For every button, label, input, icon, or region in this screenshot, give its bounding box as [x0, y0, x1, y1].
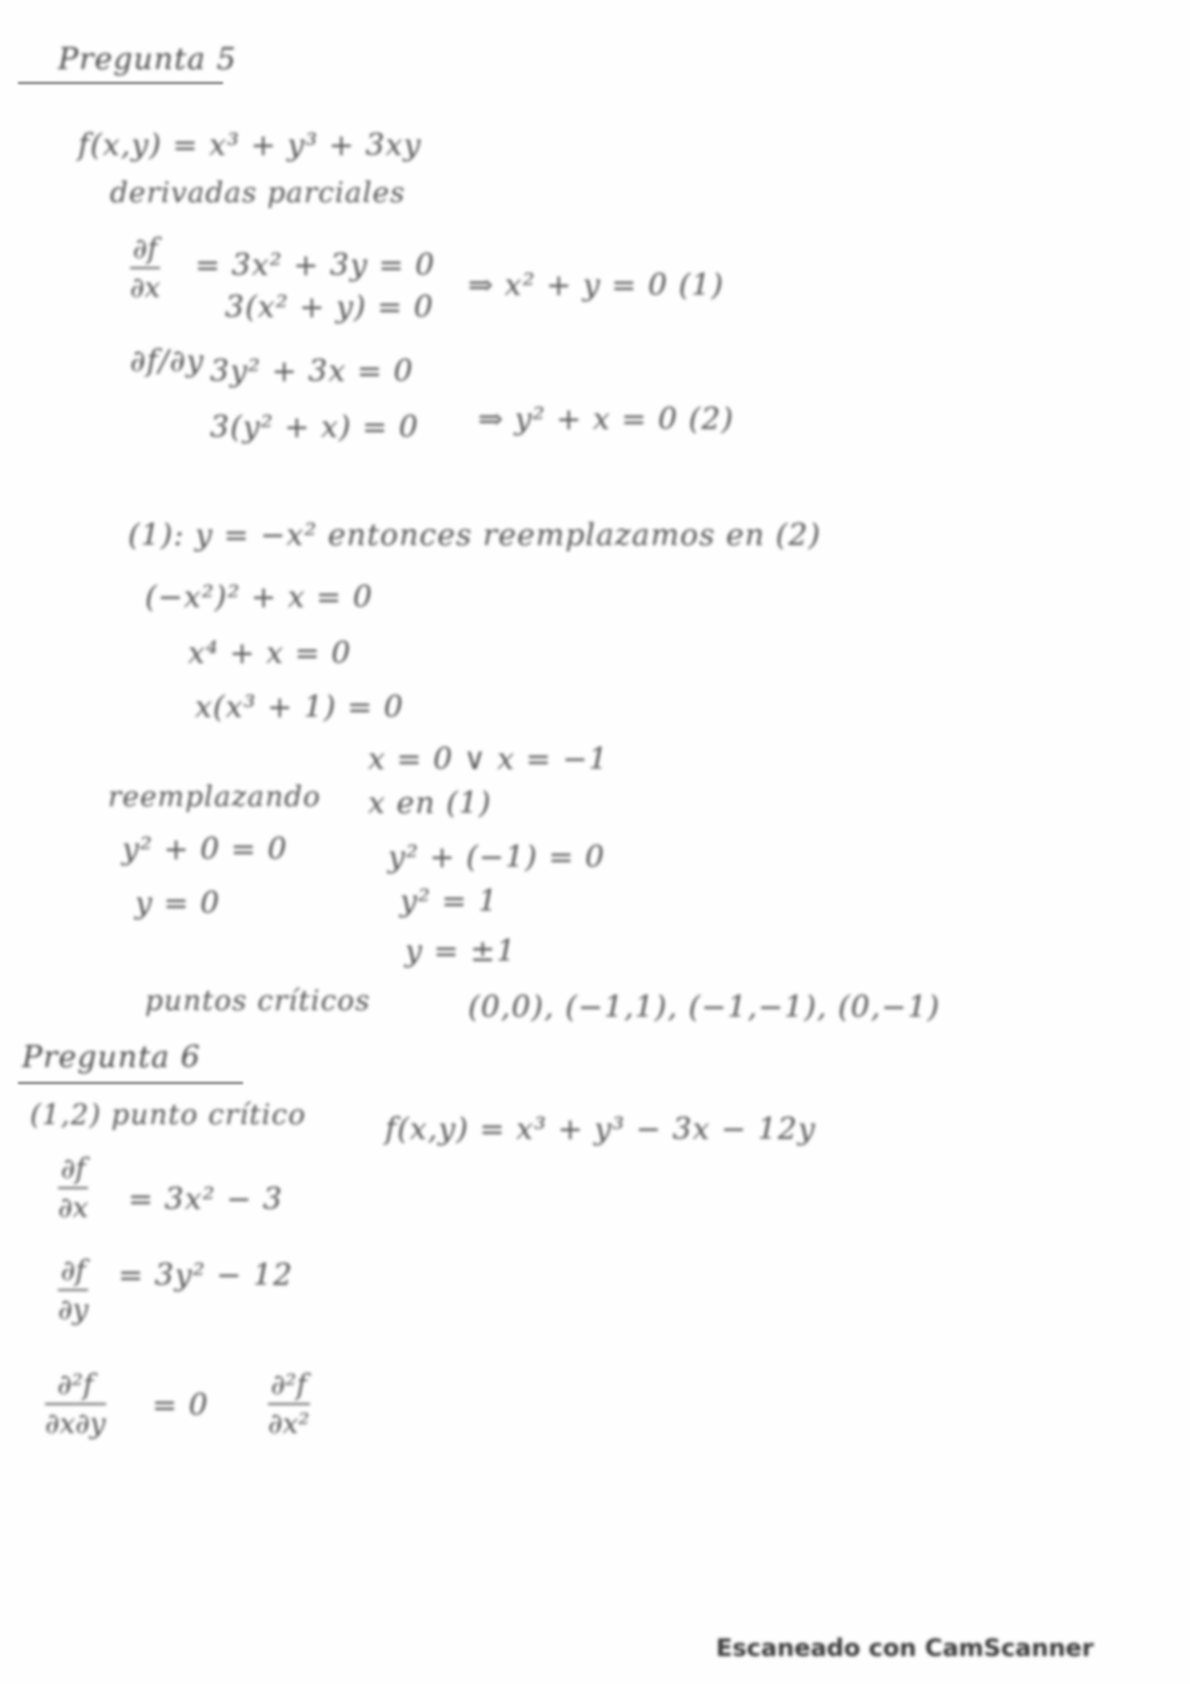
p6-fx-denominator: ∂x [58, 1191, 89, 1224]
p6-fx-fraction [58, 1152, 88, 1224]
p6-fy-fraction [58, 1254, 88, 1326]
fx-fraction [130, 232, 160, 304]
puntos-criticos-label: puntos críticos [145, 984, 371, 1017]
derivadas-label: derivadas parciales [110, 176, 406, 209]
p6-fy-numerator: ∂f [60, 1254, 86, 1287]
step-3: x⁴ + x = 0 [188, 636, 352, 671]
puntos-criticos-list: (0,0), (−1,1), (−1,−1), (0,−1) [468, 990, 941, 1025]
p6-fxy-numerator: ∂²f [57, 1368, 94, 1401]
case-left-2: y = 0 [135, 886, 221, 921]
p6-fx-value: = 3x² − 3 [128, 1182, 284, 1217]
pregunta-5-function: f(x,y) = x³ + y³ + 3xy [78, 128, 422, 163]
pregunta-6-function: f(x,y) = x³ + y³ − 3x − 12y [385, 1112, 816, 1147]
fx-denominator: ∂x [130, 271, 161, 304]
p6-fy-value: = 3y² − 12 [118, 1258, 294, 1293]
camscanner-watermark: Escaneado con CamScanner [716, 1634, 1094, 1662]
p6-fxx-numerator: ∂²f [270, 1368, 307, 1401]
fx-result: ⇒ x² + y = 0 (1) [468, 268, 725, 303]
fy-label: ∂f/∂y [130, 344, 205, 379]
step-2: (−x²)² + x = 0 [145, 580, 373, 615]
p6-fxx-denominator: ∂x² [268, 1407, 310, 1440]
fraction-bar [130, 267, 160, 269]
fraction-bar [58, 1187, 88, 1189]
fy-result: ⇒ y² + x = 0 (2) [478, 402, 735, 437]
p6-fx-numerator: ∂f [60, 1152, 86, 1185]
fx-numerator: ∂f [132, 232, 158, 265]
fx-line-2: 3(x² + y) = 0 [225, 290, 434, 325]
reemplazando-en: x en (1) [368, 786, 492, 821]
case-left-1: y² + 0 = 0 [122, 832, 288, 867]
case-right-1: y² + (−1) = 0 [388, 840, 606, 875]
pregunta-5-title: Pregunta 5 [58, 42, 237, 77]
pregunta-6-intro: (1,2) punto crítico [30, 1098, 307, 1131]
fx-line-1: = 3x² + 3y = 0 [195, 248, 436, 283]
step-4: x(x³ + 1) = 0 [195, 690, 404, 725]
fraction-bar [58, 1289, 88, 1291]
case-right-2: y² = 1 [400, 884, 499, 919]
p6-fxy-denominator: ∂x∂y [45, 1407, 106, 1440]
case-right-3: y = ±1 [405, 934, 517, 969]
fraction-bar [268, 1403, 310, 1405]
pregunta-6-underline [18, 1082, 243, 1084]
pregunta-5-underline [18, 82, 223, 84]
fy-line-1: 3y² + 3x = 0 [210, 354, 414, 389]
pregunta-6-title: Pregunta 6 [22, 1040, 201, 1075]
step-5: x = 0 ∨ x = −1 [368, 742, 609, 777]
p6-fxy-fraction [45, 1368, 106, 1440]
p6-fxy-value: = 0 [152, 1388, 209, 1423]
fraction-bar [45, 1403, 106, 1405]
fy-line-2: 3(y² + x) = 0 [210, 410, 419, 445]
step-1: (1): y = −x² entonces reemplazamos en (2) [128, 518, 822, 553]
p6-fxx-fraction [268, 1368, 310, 1440]
reemplazando-label: reemplazando [108, 780, 321, 813]
p6-fy-denominator: ∂y [58, 1293, 89, 1326]
